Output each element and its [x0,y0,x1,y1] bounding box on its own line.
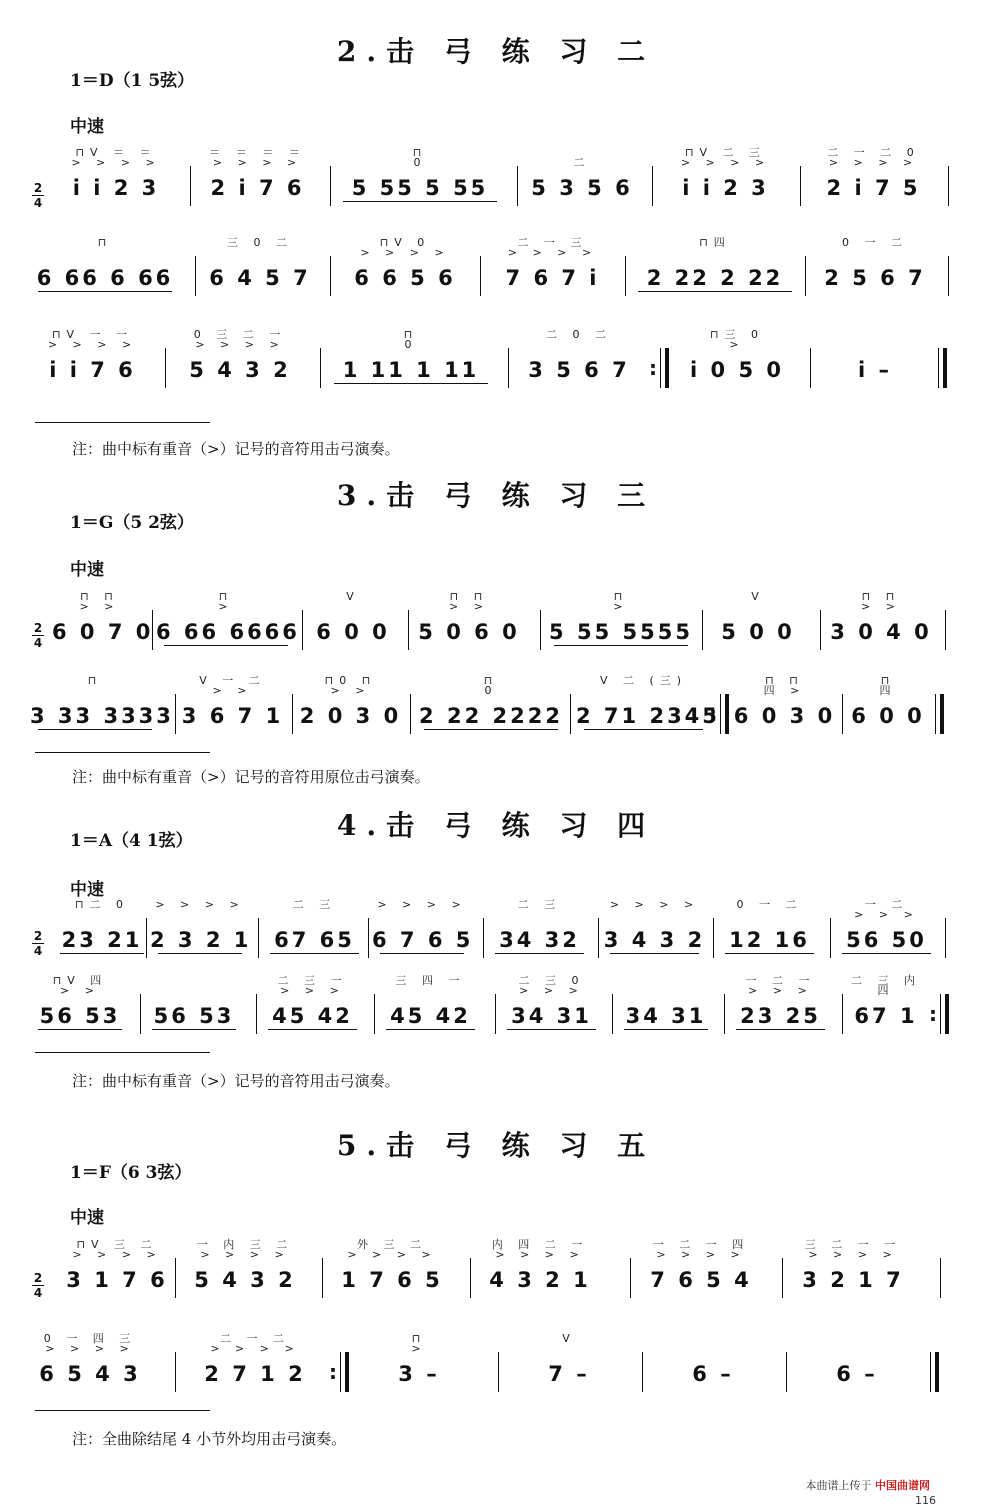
exercise-title: 3.击 弓 练 习 三 [336,479,656,512]
measure: ⊓四 2 22 2 22 [630,238,800,298]
measure: 一 二 一 > > > 23 25 [728,976,833,1036]
measure: 34 31 [625,1004,707,1028]
measure: 一 内 三 二 > > > > 5 4 3 2 [194,1238,296,1292]
measure: ⊓V 二 三 > > > > i i 2 3 [680,146,771,200]
measure: V 二 (三) 2 71 2345 [576,674,720,728]
exercise-title: 4.击 弓 练 习 四 [336,809,656,842]
measure: ⊓ > 5 55 5555 [549,590,693,644]
measure: ⊓V 三 二 > > > > 3 1 7 6 [66,1238,168,1292]
footnote: 注：曲中标有重音（>）记号的音符用击弓演奏。 [72,1072,400,1090]
measure: > > > > 2 3 2 1 [150,898,252,952]
measure: 0 一 二 12 16 [717,900,822,960]
measure: V 6 0 0 [316,590,390,644]
measure: 二 三 0 > > > 34 31 [499,976,604,1036]
measure: 二 一 三 > > > > 7 6 7 i [505,236,600,290]
time-signature: 2 4 [33,929,43,958]
score-row [30,1334,960,1394]
measure: 二 0 二 3 5 6 7 [528,328,630,382]
measure: 二 一 二 0 > > > > 2 i 7 5 [826,146,921,200]
measure: 二 三 一 > > > 45 42 [260,976,365,1036]
score-row [30,900,960,960]
score-row [30,1240,960,1300]
measure: ⊓ > 6 66 6666 [156,590,300,644]
measure: 外 三 二 > > > > 1 7 6 5 [341,1238,443,1292]
measure: 0 一 二 2 5 6 7 [824,236,926,290]
measure: ⊓0 ⊓ > > 2 0 3 0 [299,674,402,728]
measure: 6 – [692,1362,734,1386]
measure: 二 三 34 32 [487,900,592,960]
key-signature: 1＝G（5 2弦） [70,513,194,533]
measure: ⊓ 0 1 11 1 11 [326,330,496,390]
tempo-marking: 中速 [70,117,104,137]
measure: ⊓V 0 > > > > 6 6 5 6 [354,236,456,290]
site-credit [806,1477,931,1493]
key-signature: 1＝D（1 5弦） [70,71,195,91]
measure: 二 三 内 四 67 1 [851,974,921,1028]
footnote-rule [35,1410,210,1411]
measure: ⊓ 0 5 55 5 55 [335,148,505,208]
time-signature: 2 4 [33,1271,43,1300]
measure: 56 53 [153,1004,235,1028]
footnote-rule [35,1052,210,1053]
footnote: 注：曲中标有重音（>）记号的音符用原位击弓演奏。 [72,768,430,786]
measure: ⊓ ⊓ > > 6 0 7 0 [52,590,154,644]
measure: ＝ ＝ ＝ ＝ > > > > 2 i 7 6 [209,146,306,200]
measure: 一 二 一 四 > > > > 7 6 5 4 [650,1238,752,1292]
measure: > > > > 6 7 6 5 [372,898,474,952]
exercise-title: 2.击 弓 练 习 二 [336,35,656,68]
footnote-rule [35,422,210,423]
footnote: 注：曲中标有重音（>）记号的音符用击弓演奏。 [72,440,400,458]
key-signature: 1＝A（4 1弦） [70,831,193,851]
credit-text: 本曲谱上传于 [805,1479,872,1492]
measure: 0 一 四 三 > > > > 6 5 4 3 [39,1332,141,1386]
footnote: 注：全曲除结尾 4 小节外均用击弓演奏。 [72,1430,347,1448]
measure: ⊓ 3 33 3333 [30,674,174,728]
measure: 0 三 二 一 > > > > 5 4 3 2 [189,328,291,382]
measure: ⊓ ⊓ > > 5 0 6 0 [418,590,520,644]
measure: 6 – [836,1362,878,1386]
measure: i – [857,358,892,382]
measure: 内 四 二 一 > > > > 4 3 2 1 [489,1238,591,1292]
page-number: 116 [915,1494,936,1507]
measure: ⊓ 四 6 0 0 [851,674,925,728]
score-row [30,238,960,298]
measure: ⊓ 0 2 22 2222 [419,674,563,728]
site-logo[interactable]: 中国曲谱网 [875,1479,930,1492]
measure: V 一 二 > > 3 6 7 1 [181,674,284,728]
score-row [30,330,960,390]
measure: ⊓V ＝ ＝ > > > > i i 2 3 [71,146,161,200]
score-row [30,148,960,208]
measure: ⊓ 6 66 6 66 [36,236,174,290]
measure: > > > > 3 4 3 2 [603,898,706,952]
tempo-marking: 中速 [70,560,104,580]
footnote-rule [35,752,210,753]
measure: V 5 0 0 [721,590,795,644]
measure: ⊓V 一 一 > > > > i i 7 6 [47,328,138,382]
score-row [30,676,960,736]
tempo-marking: 中速 [70,880,104,900]
measure: 二 5 3 5 6 [531,156,633,200]
measure: 三 二 一 一 > > > > 3 2 1 7 [802,1238,904,1292]
measure: 三 四 一 45 42 [378,976,483,1036]
time-signature: 2 4 [33,621,43,650]
score-row [30,592,960,652]
score-row [30,976,960,1036]
measure: ⊓ ⊓ 四 > 6 0 3 0 [733,674,836,728]
measure: V 7 – [548,1332,590,1386]
measure: 二 一 二 > > > > 2 7 1 2 [204,1332,306,1386]
measure: 一 二 > > > 56 50 [834,900,939,960]
exercise-title: 5.击 弓 练 习 五 [336,1129,656,1162]
measure: ⊓ ⊓ > > 3 0 4 0 [830,590,932,644]
measure: 三 0 二 6 4 5 7 [209,236,311,290]
time-signature: 2 4 [33,181,43,210]
measure: ⊓二 0 23 21 [61,898,143,952]
key-signature: 1＝F（6 3弦） [70,1163,192,1183]
measure: ⊓V 四 > > 56 53 [39,974,121,1028]
measure: ⊓ > 3 – [398,1332,440,1386]
tempo-marking: 中速 [70,1208,104,1228]
measure: 二 三 67 65 [262,900,367,960]
measure: ⊓三 0 > i 0 5 0 [690,328,784,382]
